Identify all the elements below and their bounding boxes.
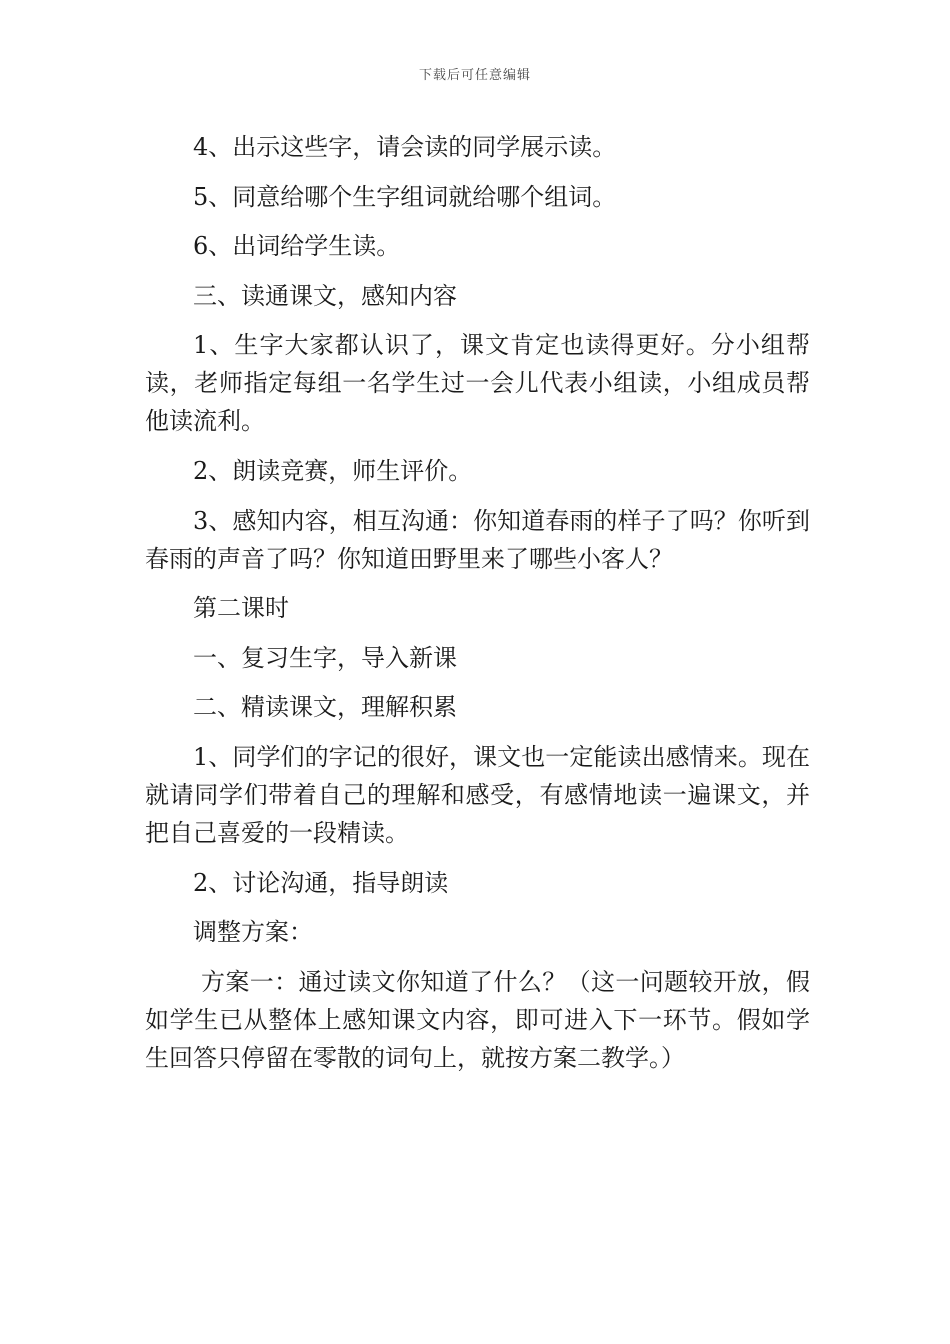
paragraph-step-6: 6、出词给学生读。 <box>193 232 401 261</box>
section-heading-review: 一、复习生字，导入新课 <box>193 643 457 672</box>
paragraph-read-2: 2、朗读竞赛，师生评价。 <box>193 456 473 485</box>
paragraph-step-5: 5、同意给哪个生字组词就给哪个组词。 <box>193 182 617 211</box>
page-header-note: 下载后可任意编辑 <box>418 68 531 83</box>
lesson-heading-2: 第二课时 <box>193 594 289 623</box>
section-heading-intensive: 二、精读课文，理解积累 <box>193 693 457 722</box>
paragraph-step-4: 4、出示这些字，请会读的同学展示读。 <box>193 133 617 161</box>
plan-heading: 调整方案： <box>193 918 313 947</box>
document-body <box>145 128 810 1088</box>
paragraph-read-3: 3、感知内容，相互沟通：你知道春雨的样子了吗？你听到春雨的声音了吗？你知道田野里来了哪些小客人？ <box>145 506 810 573</box>
paragraph-intensive-1: 1、同学们的字记的很好，课文也一定能读出感情来。现在就请同学们带着自己的理解和感受，有感情地读一遍课文，并把自己喜爱的一段精读。 <box>145 742 810 847</box>
paragraph-read-1: 1、生字大家都认识了，课文肯定也读得更好。分小组帮读，老师指定每组一名学生过一会儿代表小组读，小组成员帮他读流利。 <box>145 331 810 436</box>
plan-one-paragraph: 方案一：通过读文你知道了什么？（这一问题较开放，假如学生已从整体上感知课文内容，即可进入下一环节。假如学生回答只停留在零散的词句上，就按方案二教学。） <box>145 967 810 1072</box>
paragraph-intensive-2: 2、讨论沟通，指导朗读 <box>193 868 449 897</box>
section-heading-3: 三、读通课文，感知内容 <box>193 281 457 310</box>
